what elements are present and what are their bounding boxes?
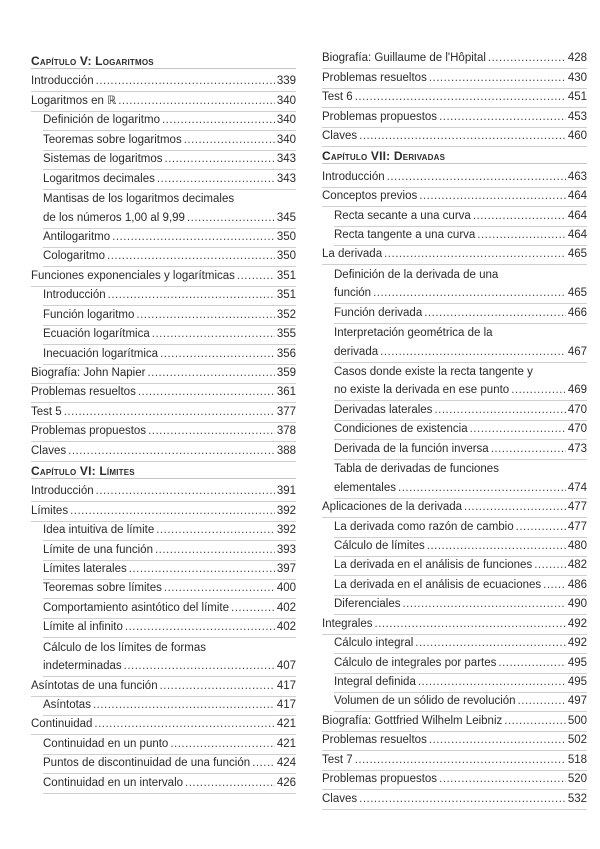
- dot-leader: [170, 738, 274, 751]
- toc-subentry[interactable]: [43, 599, 296, 618]
- toc-subentry[interactable]: [334, 654, 587, 673]
- dot-leader: [511, 384, 566, 397]
- dot-leader: [124, 660, 275, 673]
- entry-title: La derivada en el análisis de ecuaciones: [334, 578, 542, 591]
- page-number: 430: [567, 71, 587, 84]
- page-number: 520: [567, 773, 587, 786]
- dot-leader: [136, 309, 274, 322]
- page-number: 350: [276, 230, 296, 243]
- page-number: 464: [567, 228, 587, 241]
- page-number: 492: [567, 637, 587, 650]
- entry-title: Derivadas laterales: [334, 403, 433, 416]
- dot-leader: [491, 443, 566, 456]
- page-number: 502: [567, 734, 587, 747]
- toc-subentry[interactable]: [334, 363, 587, 382]
- dot-leader: [384, 248, 566, 261]
- toc-subentry[interactable]: [43, 131, 296, 150]
- page-number: 469: [567, 384, 587, 397]
- dot-leader: [470, 423, 566, 436]
- page-number: 392: [276, 524, 296, 537]
- page-number: 402: [276, 601, 296, 614]
- page-number: 465: [567, 248, 587, 261]
- page-number: 480: [567, 539, 587, 552]
- dot-leader: [518, 695, 566, 708]
- dot-leader: [355, 754, 566, 767]
- toc-entry[interactable]: [322, 188, 587, 207]
- dot-leader: [375, 618, 566, 631]
- entry-title: Problemas propuestos: [322, 773, 438, 786]
- dot-leader: [429, 734, 566, 747]
- entry-title: Casos donde existe la recta tangente y: [334, 366, 533, 378]
- entry-title: Volumen de un sólido de revolución: [334, 695, 516, 708]
- dot-leader: [439, 111, 566, 124]
- toc-subentry[interactable]: [43, 170, 296, 189]
- toc-subentry[interactable]: [43, 326, 296, 345]
- dot-leader: [160, 680, 275, 693]
- page-number: 340: [276, 114, 296, 127]
- entry-title: Test 5: [31, 405, 62, 418]
- toc-subentry[interactable]: [334, 343, 587, 362]
- toc-subentry[interactable]: [43, 658, 296, 677]
- entry-title: Recta tangente a una curva: [334, 228, 476, 241]
- toc-subentry[interactable]: [334, 265, 587, 284]
- toc-subentry[interactable]: [334, 518, 587, 537]
- entry-title: Problemas propuestos: [322, 110, 438, 123]
- page-number: 428: [567, 52, 587, 65]
- toc-entry[interactable]: [322, 771, 587, 790]
- dot-leader: [359, 130, 566, 143]
- toc-subentry[interactable]: [43, 229, 296, 248]
- page-number: 352: [276, 308, 296, 321]
- dot-leader: [534, 559, 566, 572]
- toc-column-right: [322, 50, 587, 810]
- toc-subentry[interactable]: [334, 596, 587, 615]
- entry-title: Límites laterales: [43, 562, 127, 575]
- dot-leader: [68, 445, 275, 458]
- entry-title: Biografía: Gottfried Wilhelm Leibniz: [322, 714, 503, 727]
- dot-leader: [237, 270, 275, 283]
- dot-leader: [488, 52, 566, 65]
- chapter-heading: Capítulo VII: Derivadas: [322, 147, 587, 164]
- page-number: 490: [567, 598, 587, 611]
- toc-entry[interactable]: [31, 73, 296, 92]
- dot-leader: [147, 367, 274, 380]
- page-number: 339: [276, 75, 296, 88]
- toc-subentry[interactable]: [334, 576, 587, 595]
- page-number: 518: [567, 753, 587, 766]
- entry-title: Límite al infinito: [43, 621, 123, 634]
- entry-title: Diferenciales: [334, 598, 401, 611]
- page-number: 486: [567, 578, 587, 591]
- entry-title: Condiciones de existencia: [334, 423, 468, 436]
- entry-title: La derivada como razón de cambio: [334, 520, 514, 533]
- entry-title: Claves: [322, 792, 358, 805]
- toc-subentry[interactable]: [43, 755, 296, 774]
- entry-title: Biografía: Guillaume de l'Hôpital: [322, 52, 486, 65]
- page-number: 350: [276, 250, 296, 263]
- entry-title: La derivada: [322, 248, 383, 261]
- entry-title: Aplicaciones de la derivada: [322, 501, 463, 514]
- dot-leader: [162, 114, 275, 127]
- entry-title: Función logaritmo: [43, 308, 135, 321]
- page-number: 464: [567, 209, 587, 222]
- toc-subentry[interactable]: [43, 209, 296, 228]
- page-number: 351: [276, 289, 296, 302]
- entry-title: Límites: [31, 504, 69, 517]
- toc-entry[interactable]: [31, 716, 296, 735]
- page-number: 492: [567, 617, 587, 630]
- page-number: 400: [276, 582, 296, 595]
- dot-leader: [464, 501, 566, 514]
- page-number: 378: [276, 425, 296, 438]
- dot-leader: [187, 212, 275, 225]
- page-number: 391: [276, 485, 296, 498]
- toc-entry[interactable]: [322, 615, 587, 634]
- toc-subentry[interactable]: [334, 538, 587, 557]
- entry-title: Teoremas sobre límites: [43, 582, 162, 595]
- page-number: 340: [276, 133, 296, 146]
- dot-leader: [165, 153, 275, 166]
- page-number: 402: [276, 621, 296, 634]
- toc-subentry[interactable]: [334, 479, 587, 498]
- dot-leader: [108, 289, 275, 302]
- entry-title: Continuidad: [31, 718, 93, 731]
- entry-title: Cálculo integral: [334, 637, 414, 650]
- page-number: 463: [567, 170, 587, 183]
- entry-title: La derivada en el análisis de funciones: [334, 559, 533, 572]
- dot-leader: [543, 579, 566, 592]
- entry-title: no existe la derivada en ese punto: [334, 384, 510, 397]
- entry-title: Problemas propuestos: [31, 425, 147, 438]
- page-number: 467: [567, 345, 587, 358]
- toc-subentry[interactable]: [43, 580, 296, 599]
- dot-leader: [387, 171, 566, 184]
- toc-subentry[interactable]: [43, 522, 296, 541]
- dot-leader: [93, 699, 275, 712]
- entry-title: Mantisas de los logaritmos decimales: [43, 193, 235, 206]
- toc-subentry[interactable]: [43, 151, 296, 170]
- page-number: 388: [276, 444, 296, 457]
- toc-subentry[interactable]: [334, 324, 587, 343]
- page-number: 453: [567, 110, 587, 123]
- dot-leader: [402, 598, 565, 611]
- page-number: 392: [276, 504, 296, 517]
- toc-subentry[interactable]: [334, 227, 587, 246]
- page-number: 465: [567, 287, 587, 300]
- dot-leader: [70, 505, 275, 518]
- dot-leader: [427, 540, 566, 553]
- entry-title: función: [334, 287, 372, 300]
- entry-title: Cálculo de los límites de formas: [43, 641, 206, 654]
- toc-entry[interactable]: [322, 499, 587, 518]
- page-number: 477: [567, 501, 587, 514]
- toc-subentry[interactable]: [334, 693, 587, 712]
- entry-title: Problemas resueltos: [322, 71, 427, 84]
- entry-title: Cálculo de integrales por partes: [334, 656, 497, 669]
- entry-title: Definición de la derivada de una: [334, 268, 499, 281]
- page-number: 477: [567, 520, 587, 533]
- dot-leader: [107, 250, 275, 263]
- page-number: 474: [567, 481, 587, 494]
- toc-entry[interactable]: [31, 403, 296, 422]
- page-number: 407: [276, 660, 296, 673]
- page-number: 359: [276, 367, 296, 379]
- dot-leader: [373, 287, 566, 300]
- toc-subentry[interactable]: [334, 674, 587, 693]
- entry-title: derivada: [334, 345, 379, 358]
- toc-subentry[interactable]: [334, 207, 587, 226]
- page-number: 426: [276, 776, 296, 789]
- dot-leader: [415, 637, 566, 650]
- entry-title: Cálculo de límites: [334, 539, 425, 552]
- toc-column-left: [31, 52, 296, 794]
- toc-entry[interactable]: [322, 89, 587, 108]
- entry-title: Recta secante a una curva: [334, 209, 471, 222]
- page-number: 351: [276, 269, 296, 282]
- page-number: 495: [567, 656, 587, 669]
- toc-subentry[interactable]: [334, 382, 587, 401]
- dot-leader: [148, 425, 275, 438]
- entry-title: Tabla de derivadas de funciones: [334, 463, 499, 476]
- entry-title: Comportamiento asintótico del límite: [43, 601, 229, 614]
- page-number: 473: [567, 442, 587, 455]
- toc-entry[interactable]: [31, 502, 296, 521]
- entry-title: Inecuación logarítmica: [43, 347, 159, 360]
- entry-title: Problemas resueltos: [31, 386, 136, 399]
- entry-title: Idea intuitiva de límite: [43, 524, 155, 537]
- toc-subentry[interactable]: [334, 401, 587, 420]
- toc-subentry[interactable]: [43, 561, 296, 580]
- page-number: 345: [276, 211, 296, 224]
- dot-leader: [96, 485, 275, 498]
- dot-leader: [157, 173, 275, 186]
- dot-leader: [419, 190, 566, 203]
- dot-leader: [473, 210, 566, 223]
- page-number: 470: [567, 423, 587, 436]
- toc-subentry[interactable]: [334, 460, 587, 479]
- dot-leader: [125, 621, 275, 634]
- page-number: 343: [276, 153, 296, 166]
- entry-title: Logaritmos en ℝ: [31, 94, 117, 107]
- toc-entry[interactable]: [322, 732, 587, 751]
- toc-subentry[interactable]: [334, 557, 587, 576]
- dot-leader: [96, 75, 275, 88]
- entry-title: Continuidad en un punto: [43, 737, 169, 750]
- chapter-heading: Capítulo V: Logaritmos: [31, 52, 296, 69]
- toc-subentry[interactable]: [43, 774, 296, 793]
- page-number: 343: [276, 172, 296, 185]
- toc-subentry[interactable]: [43, 112, 296, 131]
- entry-title: de los números 1,00 al 9,99: [43, 211, 185, 224]
- toc-entry[interactable]: [322, 50, 587, 69]
- entry-title: Interpretación geométrica de la: [334, 327, 493, 340]
- entry-title: Teoremas sobre logaritmos: [43, 133, 182, 146]
- toc-entry[interactable]: [31, 365, 296, 384]
- toc-subentry[interactable]: [43, 287, 296, 306]
- dot-leader: [498, 657, 565, 670]
- entry-title: Claves: [31, 444, 67, 457]
- dot-leader: [185, 777, 275, 790]
- toc-entry[interactable]: [31, 677, 296, 696]
- entry-title: Definición de logaritmo: [43, 114, 160, 127]
- toc-entry[interactable]: [322, 712, 587, 731]
- page-number: 466: [567, 306, 587, 319]
- toc-entry[interactable]: [322, 108, 587, 127]
- entry-title: Introducción: [43, 289, 106, 302]
- page-number: 397: [276, 562, 296, 575]
- toc-entry[interactable]: [322, 69, 587, 88]
- page-number: 460: [567, 130, 587, 143]
- dot-leader: [359, 793, 566, 806]
- dot-leader: [398, 482, 566, 495]
- page-number: 421: [276, 737, 296, 750]
- toc-subentry[interactable]: [43, 735, 296, 754]
- dot-leader: [160, 348, 275, 361]
- entry-title: Función derivada: [334, 306, 423, 319]
- dot-leader: [164, 582, 275, 595]
- entry-title: Continuidad en un intervalo: [43, 776, 184, 789]
- dot-leader: [516, 521, 566, 534]
- dot-leader: [155, 544, 275, 557]
- dot-leader: [504, 715, 566, 728]
- toc-entry[interactable]: [322, 790, 587, 809]
- entry-title: Funciones exponenciales y logarítmicas: [31, 269, 235, 282]
- toc-entry[interactable]: [322, 168, 587, 187]
- toc-subentry[interactable]: [334, 440, 587, 459]
- entry-title: Sistemas de logaritmos: [43, 153, 163, 166]
- dot-leader: [355, 91, 566, 104]
- page-number: 482: [567, 559, 587, 572]
- toc-subentry[interactable]: [43, 306, 296, 325]
- page-number: 417: [276, 699, 296, 711]
- chapter-heading: Capítulo VI: Límites: [31, 462, 296, 479]
- page-number: 451: [567, 91, 587, 104]
- dot-leader: [424, 307, 566, 320]
- entry-title: Integrales: [322, 617, 373, 630]
- dot-leader: [156, 524, 275, 537]
- entry-title: Biografía: John Napier: [31, 367, 146, 379]
- entry-title: elementales: [334, 481, 397, 494]
- page-number: 532: [567, 792, 587, 805]
- page-number: 464: [567, 190, 587, 203]
- dot-leader: [118, 95, 275, 108]
- dot-leader: [94, 718, 274, 731]
- toc-subentry[interactable]: [334, 635, 587, 654]
- toc-entry[interactable]: [31, 442, 296, 461]
- entry-title: Límite de una función: [43, 543, 153, 556]
- page-number: 421: [276, 718, 296, 731]
- toc-subentry[interactable]: [43, 619, 296, 638]
- entry-title: Test 6: [322, 91, 353, 104]
- page-number: 340: [276, 94, 296, 107]
- toc-subentry[interactable]: [334, 421, 587, 440]
- page-number: 393: [276, 543, 296, 556]
- page-number: 356: [276, 347, 296, 360]
- page-number: 377: [276, 405, 296, 418]
- page-number: 495: [567, 676, 587, 688]
- page-number: 361: [276, 386, 296, 399]
- toc-subentry[interactable]: [43, 697, 296, 716]
- toc-subentry[interactable]: [43, 190, 296, 209]
- page-number: 497: [567, 695, 587, 708]
- entry-title: Ecuación logarítmica: [43, 328, 150, 341]
- page-number: 355: [276, 328, 296, 341]
- entry-title: Cologaritmo: [43, 250, 105, 263]
- entry-title: Asíntotas: [43, 699, 91, 711]
- entry-title: Introducción: [31, 75, 94, 88]
- toc-subentry[interactable]: [334, 304, 587, 323]
- dot-leader: [380, 346, 566, 359]
- toc-entry[interactable]: [31, 92, 296, 111]
- toc-subentry[interactable]: [43, 541, 296, 560]
- dot-leader: [129, 563, 275, 576]
- entry-title: Test 7: [322, 753, 353, 766]
- dot-leader: [138, 386, 275, 399]
- toc-subentry[interactable]: [43, 345, 296, 364]
- entry-title: Integral definida: [334, 676, 416, 688]
- page-number: 470: [567, 403, 587, 416]
- toc-entry[interactable]: [322, 128, 587, 147]
- dot-leader: [434, 404, 565, 417]
- dot-leader: [439, 773, 566, 786]
- toc-entry[interactable]: [322, 751, 587, 770]
- page-number: 424: [276, 757, 296, 770]
- dot-leader: [252, 757, 275, 770]
- entry-title: Claves: [322, 130, 358, 143]
- entry-title: Antilogaritmo: [43, 230, 111, 243]
- dot-leader: [231, 602, 275, 615]
- dot-leader: [112, 231, 275, 244]
- dot-leader: [429, 72, 566, 85]
- page-number: 417: [276, 679, 296, 692]
- toc-entry[interactable]: [31, 483, 296, 502]
- page-number: 500: [567, 714, 587, 727]
- entry-title: Puntos de discontinuidad de una función: [43, 757, 251, 770]
- toc-subentry[interactable]: [334, 285, 587, 304]
- toc-entry[interactable]: [31, 267, 296, 286]
- toc-subentry[interactable]: [43, 248, 296, 267]
- entry-title: Asíntotas de una función: [31, 679, 158, 692]
- toc-entry[interactable]: [322, 246, 587, 265]
- entry-title: Introducción: [322, 170, 385, 183]
- dot-leader: [184, 134, 275, 147]
- dot-leader: [418, 676, 566, 689]
- dot-leader: [477, 229, 566, 242]
- entry-title: indeterminadas: [43, 660, 122, 673]
- toc-entry[interactable]: [31, 384, 296, 403]
- toc-entry[interactable]: [31, 423, 296, 442]
- entry-title: Derivada de la función inversa: [334, 442, 489, 455]
- entry-title: Problemas resueltos: [322, 734, 427, 747]
- entry-title: Conceptos previos: [322, 190, 418, 203]
- dot-leader: [64, 406, 275, 419]
- entry-title: Introducción: [31, 485, 94, 498]
- dot-leader: [152, 328, 275, 341]
- entry-title: Logaritmos decimales: [43, 172, 155, 185]
- toc-subentry[interactable]: [43, 638, 296, 657]
